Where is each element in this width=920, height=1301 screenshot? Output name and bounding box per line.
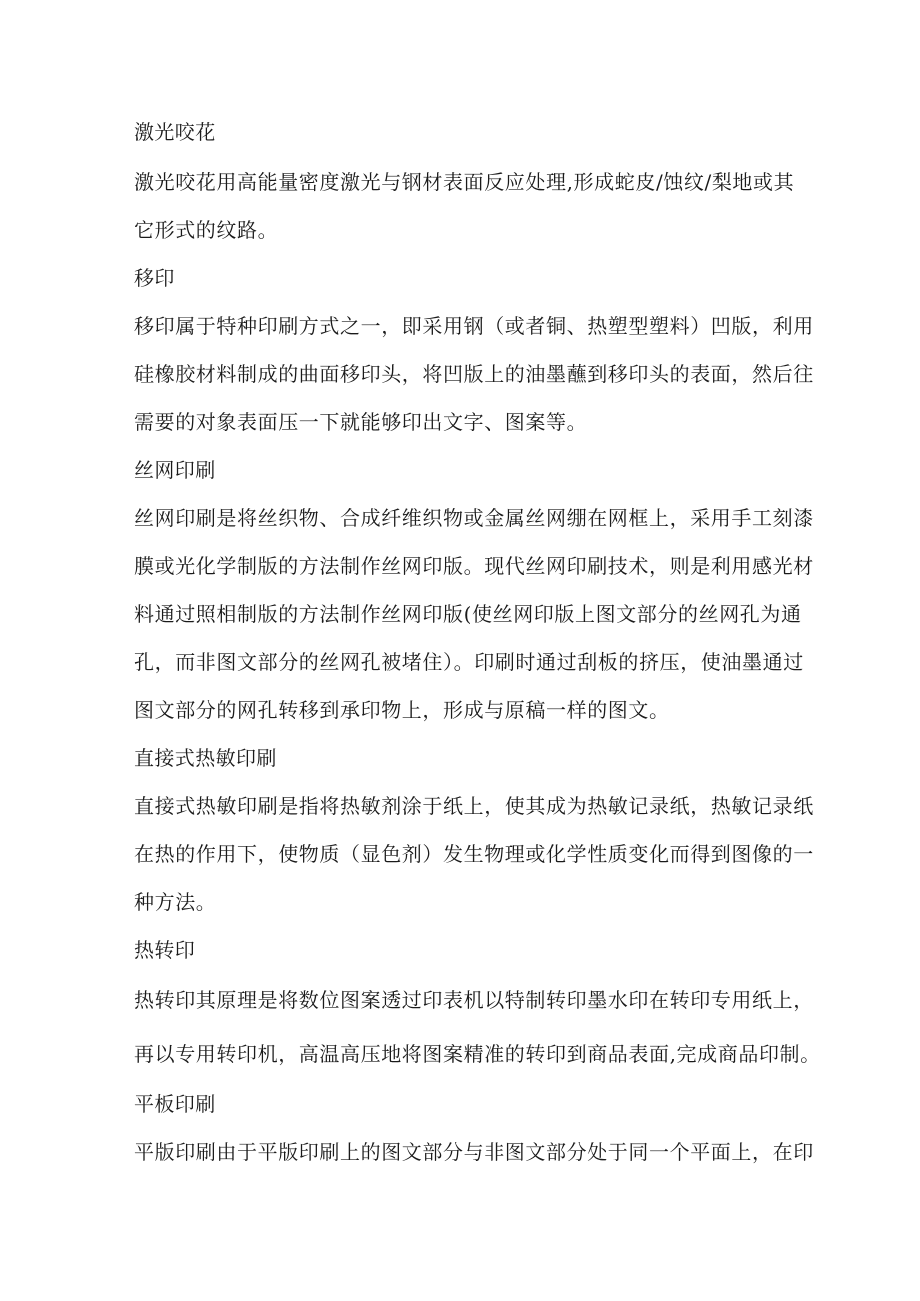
section-heading: 丝网印刷 xyxy=(134,458,216,482)
paragraph-line: 硅橡胶材料制成的曲面移印头，将凹版上的油墨蘸到移印头的表面，然后往 xyxy=(134,362,814,386)
section-heading: 热转印 xyxy=(134,938,196,962)
paragraph-line: 平版印刷由于平版印刷上的图文部分与非图文部分处于同一个平面上，在印 xyxy=(134,1140,814,1164)
section-heading: 平板印刷 xyxy=(134,1092,216,1116)
section-heading: 移印 xyxy=(134,266,175,290)
paragraph-line: 需要的对象表面压一下就能够印出文字、图案等。 xyxy=(134,410,588,434)
paragraph-line: 移印属于特种印刷方式之一，即采用钢（或者铜、热塑型塑料）凹版，利用 xyxy=(134,314,814,338)
paragraph-line: 在热的作用下，使物质（显色剂）发生物理或化学性质变化而得到图像的一 xyxy=(134,842,814,866)
section-heading: 直接式热敏印刷 xyxy=(134,746,277,770)
paragraph-line: 图文部分的网孔转移到承印物上，形成与原稿一样的图文。 xyxy=(134,698,670,722)
paragraph-line: 直接式热敏印刷是指将热敏剂涂于纸上，使其成为热敏记录纸，热敏记录纸 xyxy=(134,794,814,818)
paragraph-line: 激光咬花用高能量密度激光与钢材表面反应处理,形成蛇皮/蚀纹/梨地或其 xyxy=(134,170,795,194)
paragraph-line: 种方法。 xyxy=(134,890,217,914)
section-heading: 激光咬花 xyxy=(134,120,216,144)
paragraph-line: 料通过照相制版的方法制作丝网印版(使丝网印版上图文部分的丝网孔为通 xyxy=(134,602,802,626)
paragraph-line: 膜或光化学制版的方法制作丝网印版。现代丝网印刷技术，则是利用感光材 xyxy=(134,554,814,578)
paragraph-line: 它形式的纹路。 xyxy=(134,218,279,242)
paragraph-line: 再以专用转印机，高温高压地将图案精准的转印到商品表面,完成商品印制。 xyxy=(134,1042,821,1066)
paragraph-line: 孔，而非图文部分的丝网孔被堵住）。印刷时通过刮板的挤压，使油墨通过 xyxy=(134,650,804,674)
paragraph-line: 热转印其原理是将数位图案透过印表机以特制转印墨水印在转印专用纸上， xyxy=(134,988,814,1012)
paragraph-line: 丝网印刷是将丝织物、合成纤维织物或金属丝网绷在网框上，采用手工刻漆 xyxy=(134,506,814,530)
